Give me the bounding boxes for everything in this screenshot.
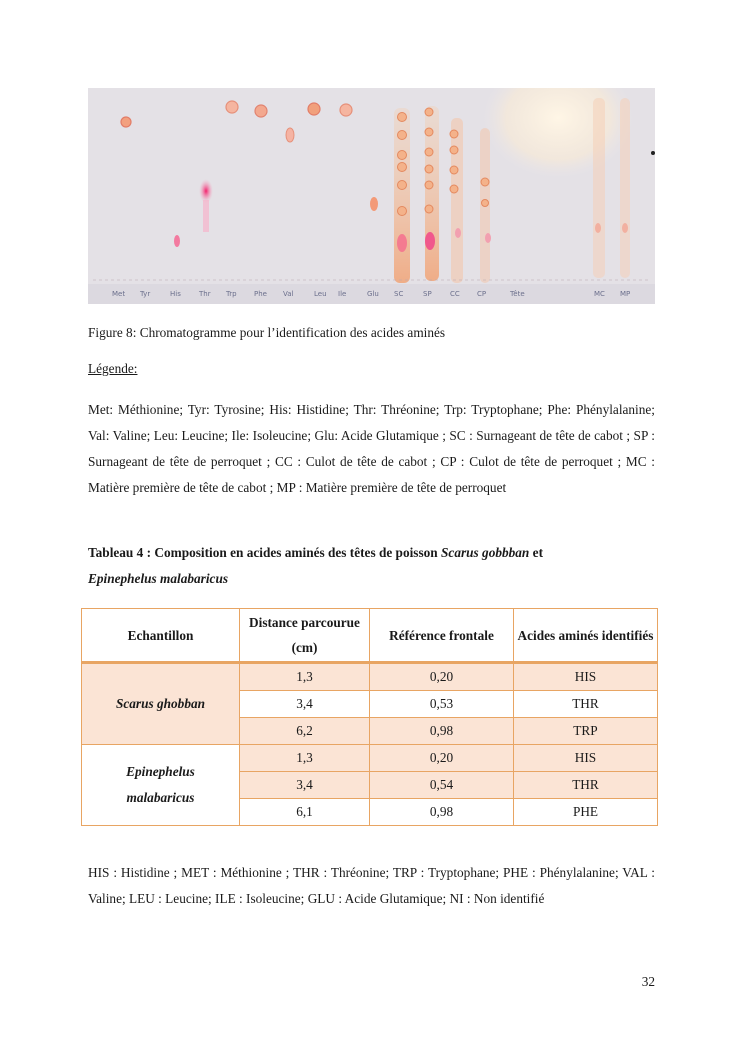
- cell-distance: 1,3: [240, 745, 370, 772]
- lane-label-tyr: Tyr: [140, 290, 151, 298]
- table-title-species2: Epinephelus malabaricus: [88, 571, 229, 586]
- cell-amino: PHE: [514, 799, 658, 826]
- lane-label-glu: Glu: [367, 290, 379, 298]
- lane-label-cc: CC: [450, 290, 460, 298]
- lane-label-sp: SP: [423, 290, 432, 298]
- legend-text: Met: Méthionine; Tyr: Tyrosine; His: Histidine; Thr: Thréonine; Trp: Tryptophane; Phe: Phénylalanine; Val: Valine; Leu: Leucine; Ile: Isoleucine; Glu: Acide Glutamique ; SC : Surnageant de tête de cabot ; SP : Surnageant de tête de perroquet ; CC : Culot de tête de cabot ; CP : Culot de tête de perroquet ; MC : Matière première de tête de cabot ; MP : Matière première de tête de perroquet: [88, 402, 655, 495]
- table-title-prefix: Tableau 4 : Composition en acides aminés des têtes de poisson: [88, 545, 442, 560]
- cell-amino: THR: [514, 772, 658, 799]
- amino-acid-table: [81, 608, 658, 826]
- header-rf: Référence frontale: [370, 609, 514, 663]
- page-number: 32: [641, 974, 655, 989]
- chromatogram-photo: [88, 88, 655, 304]
- cell-rf: 0,54: [370, 772, 514, 799]
- lane-label-ile: Ile: [338, 290, 347, 298]
- cell-amino: THR: [514, 691, 658, 718]
- cell-amino: HIS: [514, 663, 658, 691]
- lane-label-trp: Trp: [226, 290, 237, 298]
- lane-label-met: Met: [112, 290, 126, 298]
- table-header-row: [82, 609, 658, 663]
- cell-distance: 3,4: [240, 691, 370, 718]
- lane-label-his: His: [170, 290, 181, 298]
- cell-distance: 3,4: [240, 772, 370, 799]
- lane-label-leu: Leu: [314, 290, 327, 298]
- lane-label-tete: Tête: [510, 290, 525, 298]
- table-title-species1: Scarus gobbban: [441, 545, 530, 560]
- group-name-epinephelus-text: Epinephelus malabaricus: [126, 764, 195, 805]
- cell-amino: TRP: [514, 718, 658, 745]
- figure-caption: Figure 8: Chromatogramme pour l’identification des acides aminés: [88, 325, 446, 340]
- cell-distance: 6,2: [240, 718, 370, 745]
- header-amino: Acides aminés identifiés: [514, 609, 658, 663]
- table-row: [82, 663, 658, 691]
- lane-label-mc: MC: [594, 290, 605, 298]
- table-title-mid: et: [529, 545, 543, 560]
- cell-amino: HIS: [514, 745, 658, 772]
- lane-label-val: Val: [283, 290, 294, 298]
- table-title: [88, 540, 655, 592]
- cell-rf: 0,53: [370, 691, 514, 718]
- lane-label-cp: CP: [477, 290, 487, 298]
- legend-title: Légende:: [88, 361, 138, 376]
- cell-distance: 6,1: [240, 799, 370, 826]
- cell-rf: 0,20: [370, 745, 514, 772]
- lane-label-sc: SC: [394, 290, 404, 298]
- cell-rf: 0,98: [370, 799, 514, 826]
- group-name-scarus: Scarus ghobban: [82, 663, 240, 745]
- lane-label-thr: Thr: [199, 290, 211, 298]
- cell-distance: 1,3: [240, 663, 370, 691]
- table-row: [82, 745, 658, 772]
- lane-label-mp: MP: [620, 290, 631, 298]
- abbreviations-text: HIS : Histidine ; MET : Méthionine ; THR : Thréonine; TRP : Tryptophane; PHE : Phénylalanine; VAL : Valine; LEU : Leucine; ILE : Isoleucine; GLU : Acide Glutamique; NI : Non identifié: [88, 865, 655, 906]
- header-distance: Distance parcourue (cm): [240, 609, 370, 663]
- header-sample: Echantillon: [82, 609, 240, 663]
- lane-label-phe: Phe: [254, 290, 267, 298]
- cell-rf: 0,20: [370, 663, 514, 691]
- cell-rf: 0,98: [370, 718, 514, 745]
- group-name-epinephelus: [82, 745, 240, 826]
